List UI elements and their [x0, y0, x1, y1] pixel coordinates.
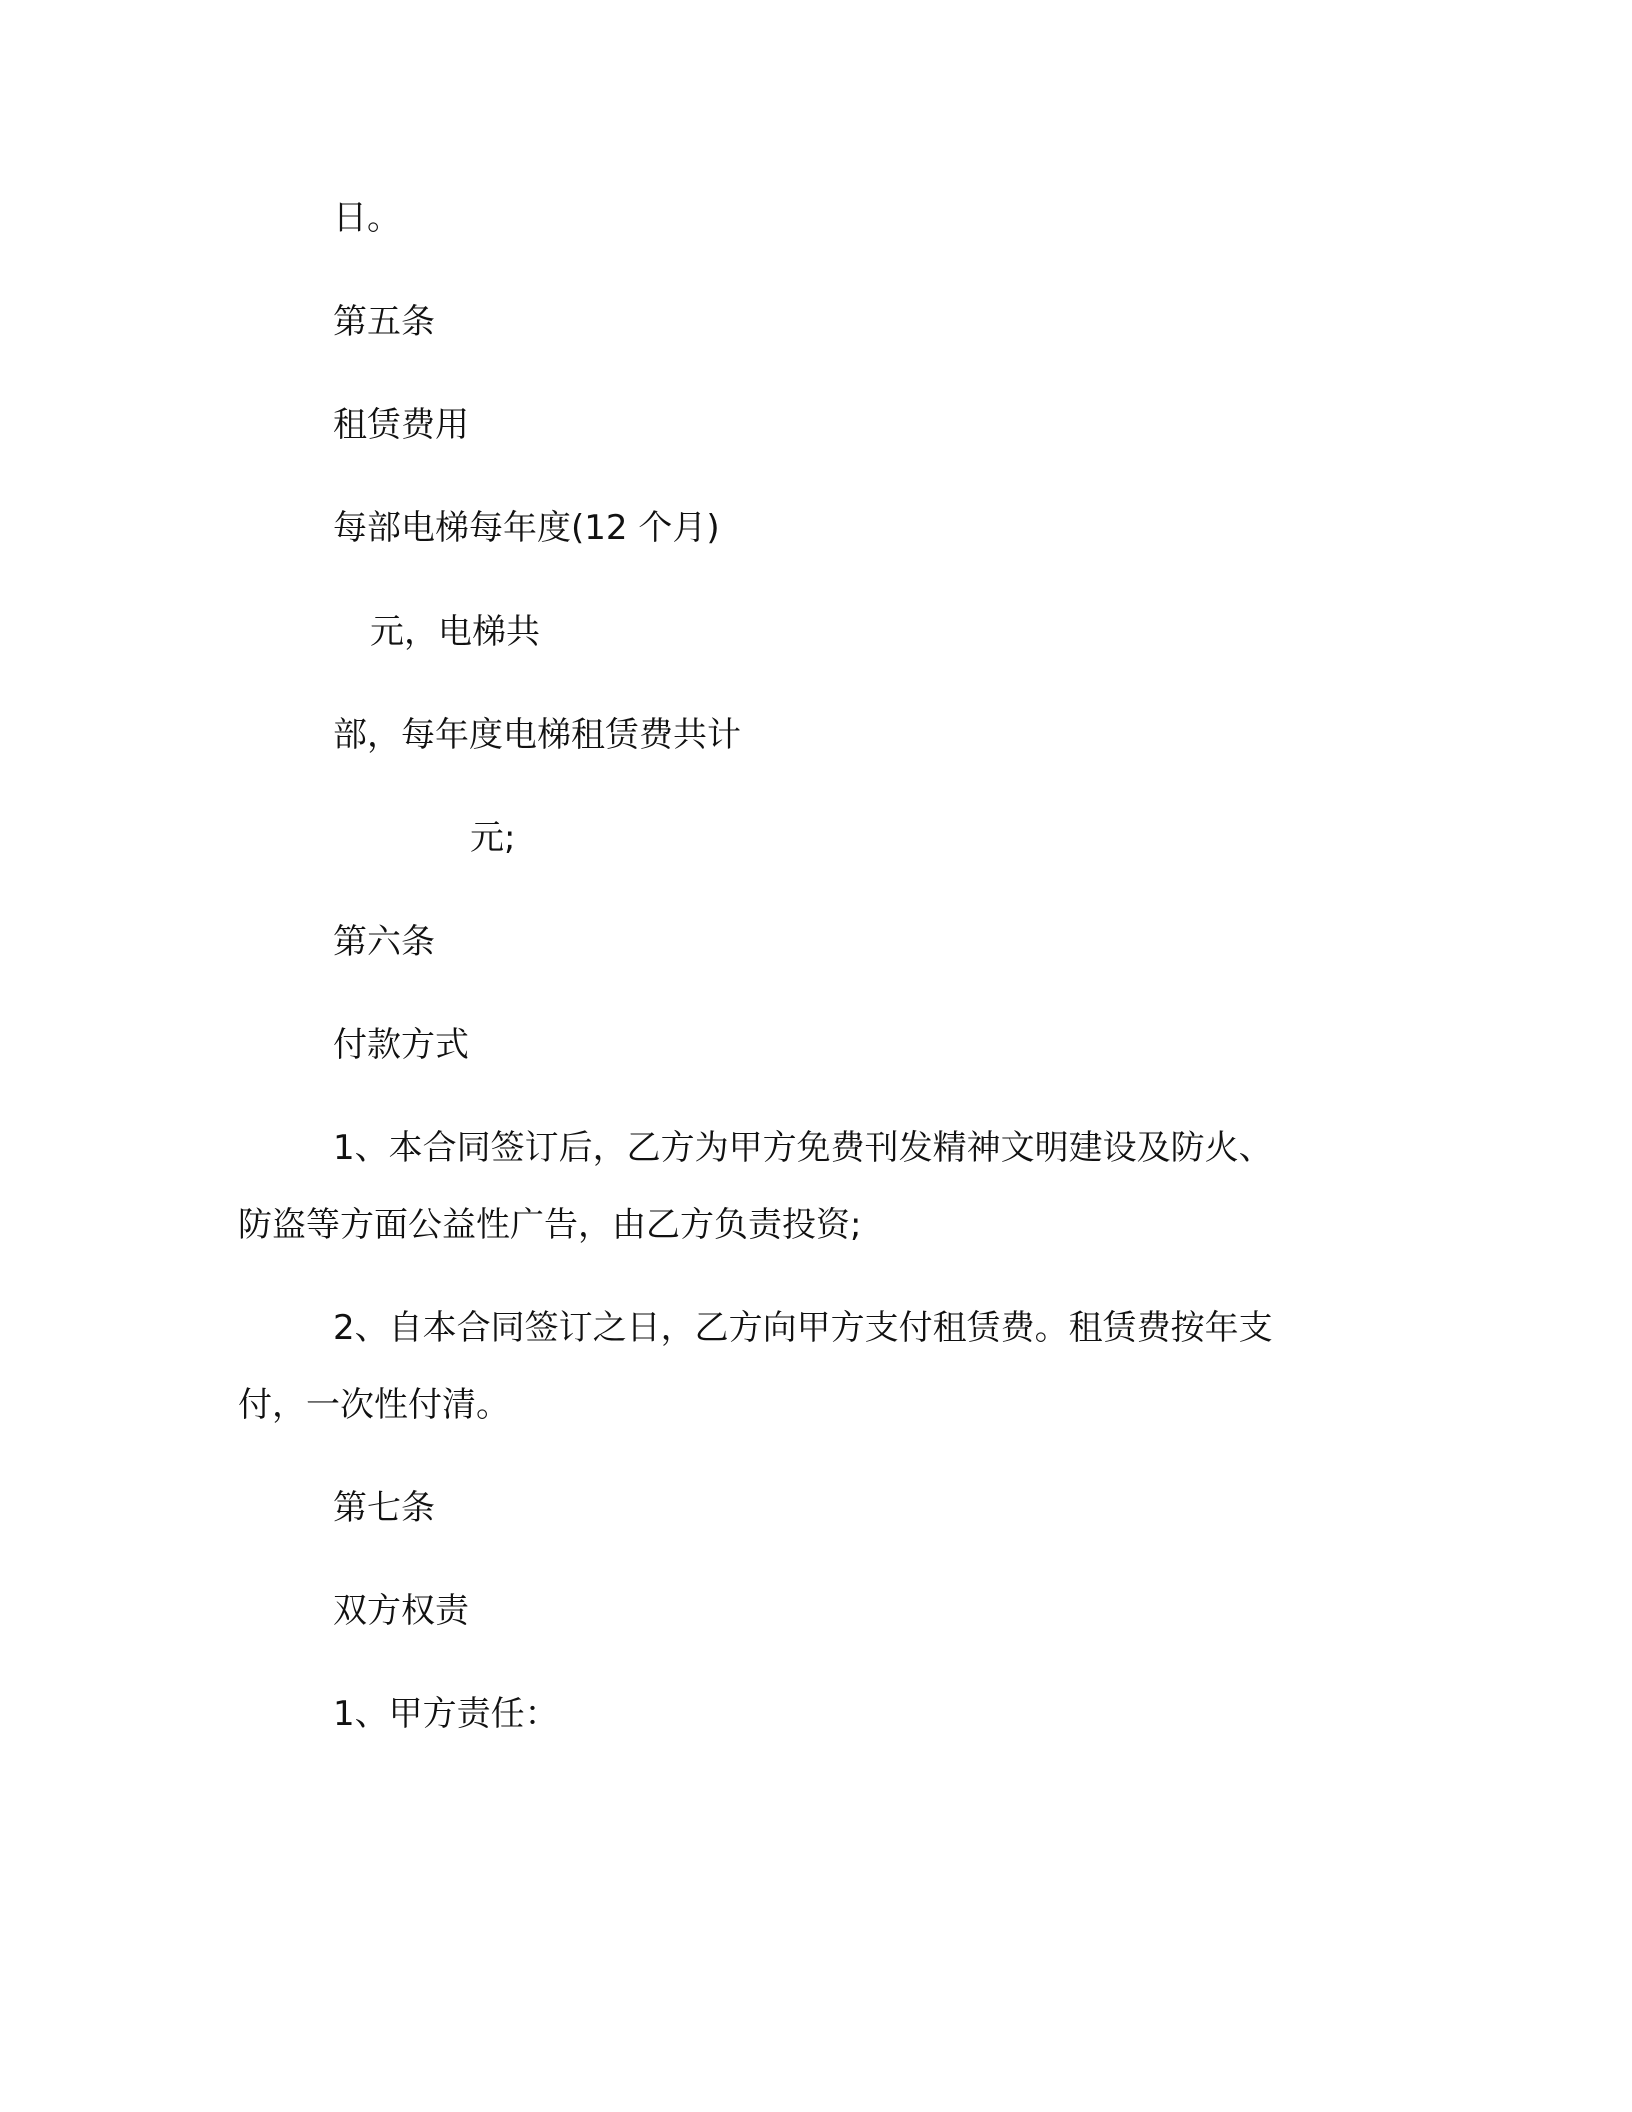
rent-per-elevator-line: 每部电梯每年度(12 个月)	[333, 508, 720, 548]
article-6-title: 付款方式	[333, 1025, 469, 1065]
article-7-number: 第七条	[333, 1488, 435, 1528]
article-6-number: 第六条	[333, 922, 435, 962]
annual-total-amount-line: 元;	[470, 818, 516, 858]
annual-total-line: 部，每年度电梯租赁费共计	[333, 715, 741, 755]
payment-clause-1-line-1: 1、本合同签订后，乙方为甲方免费刊发精神文明建设及防火、	[333, 1128, 1273, 1168]
article-5-number: 第五条	[333, 302, 435, 342]
payment-clause-2-line-1: 2、自本合同签订之日，乙方向甲方支付租赁费。租赁费按年支	[333, 1308, 1273, 1348]
rent-amount-line: 元，电梯共	[370, 612, 540, 652]
article-5-title: 租赁费用	[333, 405, 469, 445]
continuation-line: 日。	[333, 198, 401, 238]
payment-clause-2-line-2: 付，一次性付清。	[238, 1385, 510, 1425]
article-7-title: 双方权责	[333, 1591, 469, 1631]
payment-clause-1-line-2: 防盗等方面公益性广告，由乙方负责投资;	[238, 1205, 862, 1245]
party-a-duties-heading: 1、甲方责任：	[333, 1694, 559, 1734]
